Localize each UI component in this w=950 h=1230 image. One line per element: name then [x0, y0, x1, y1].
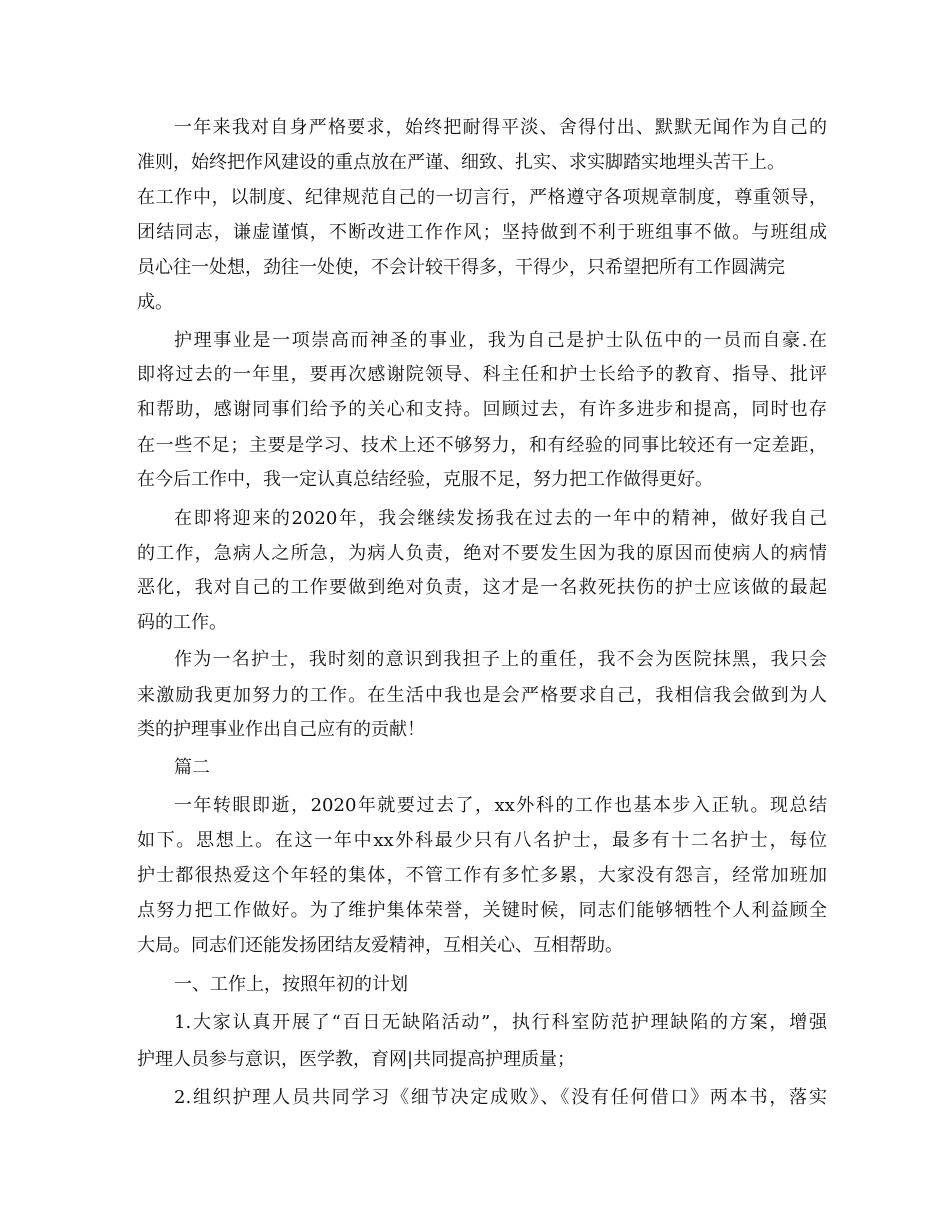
paragraph-line: 和帮助，感谢同事们给予的关心和支持。回顾过去，有许多进步和提高，同时也存	[137, 399, 827, 420]
paragraph-line: 点努力把工作做好。为了维护集体荣誉，关键时候，同志们能够牺牲个人利益顾全	[137, 900, 827, 921]
paragraph-line: 团结同志，谦虚谨慎，不断改进工作作风；坚持做到不利于班组事不做。与班组成	[137, 222, 827, 243]
paragraph-line: 1.大家认真开展了“百日无缺陷活动”，执行科室防范护理缺陷的方案，增强	[174, 1012, 827, 1033]
paragraph-line: 护士都很热爱这个年轻的集体，不管工作有多忙多累，大家没有怨言，经常加班加	[137, 865, 827, 886]
paragraph-line: 在一些不足；主要是学习、技术上还不够努力，和有经验的同事比较还有一定差距，	[137, 435, 827, 456]
paragraph-line: 作为一名护士，我时刻的意识到我担子上的重任，我不会为医院抹黑，我只会	[174, 649, 827, 670]
paragraph-line: 码的工作。	[137, 612, 227, 633]
paragraph-line: 2.组织护理人员共同学习《细节决定成败》、《没有任何借口》两本书，落实	[174, 1087, 827, 1108]
paragraph-line: 护理人员参与意识，医学教，育网|共同提高护理质量；	[137, 1049, 576, 1070]
paragraph-line: 如下。思想上。在这一年中xx外科最少只有八名护士，最多有十二名护士，每位	[137, 830, 827, 851]
paragraph-line: 一、工作上，按照年初的计划	[174, 974, 408, 995]
paragraph-line: 大局。同志们还能发扬团结友爱精神，互相关心、互相帮助。	[137, 935, 623, 956]
paragraph-line: 员心往一处想，劲往一处使，不会计较干得多，干得少，只希望把所有工作圆满完	[137, 257, 785, 278]
paragraph-line: 的工作，急病人之所急，为病人负责，绝对不要发生因为我的原因而使病人的病情	[137, 543, 827, 564]
paragraph-line: 在今后工作中，我一定认真总结经验，克服不足，努力把工作做得更好。	[137, 469, 713, 490]
paragraph-line: 准则，始终把作风建设的重点放在严谨、细致、扎实、求实脚踏实地埋头苦干上。	[137, 152, 785, 173]
paragraph-line: 来激励我更加努力的工作。在生活中我也是会严格要求自己，我相信我会做到为人	[137, 685, 827, 706]
paragraph-line: 恶化，我对自己的工作要做到绝对负责，这才是一名救死扶伤的护士应该做的最起	[137, 577, 827, 598]
paragraph-line: 在即将迎来的2020年，我会继续发扬我在过去的一年中的精神，做好我自己	[174, 508, 827, 529]
paragraph-line: 类的护理事业作出自己应有的贡献！	[137, 719, 425, 740]
paragraph-line: 护理事业是一项崇高而神圣的事业，我为自己是护士队伍中的一员而自豪.在	[174, 330, 827, 351]
paragraph-line: 在工作中，以制度、纪律规范自己的一切言行，严格遵守各项规章制度，尊重领导，	[137, 187, 827, 208]
paragraph-line: 成。	[137, 292, 173, 313]
paragraph-line: 篇二	[174, 757, 210, 778]
paragraph-line: 即将过去的一年里，要再次感谢院领导、科主任和护士长给予的教育、指导、批评	[137, 364, 827, 385]
paragraph-line: 一年来我对自身严格要求，始终把耐得平淡、舍得付出、默默无闻作为自己的	[174, 117, 827, 138]
paragraph-line: 一年转眼即逝，2020年就要过去了，xx外科的工作也基本步入正轨。现总结	[174, 795, 827, 816]
